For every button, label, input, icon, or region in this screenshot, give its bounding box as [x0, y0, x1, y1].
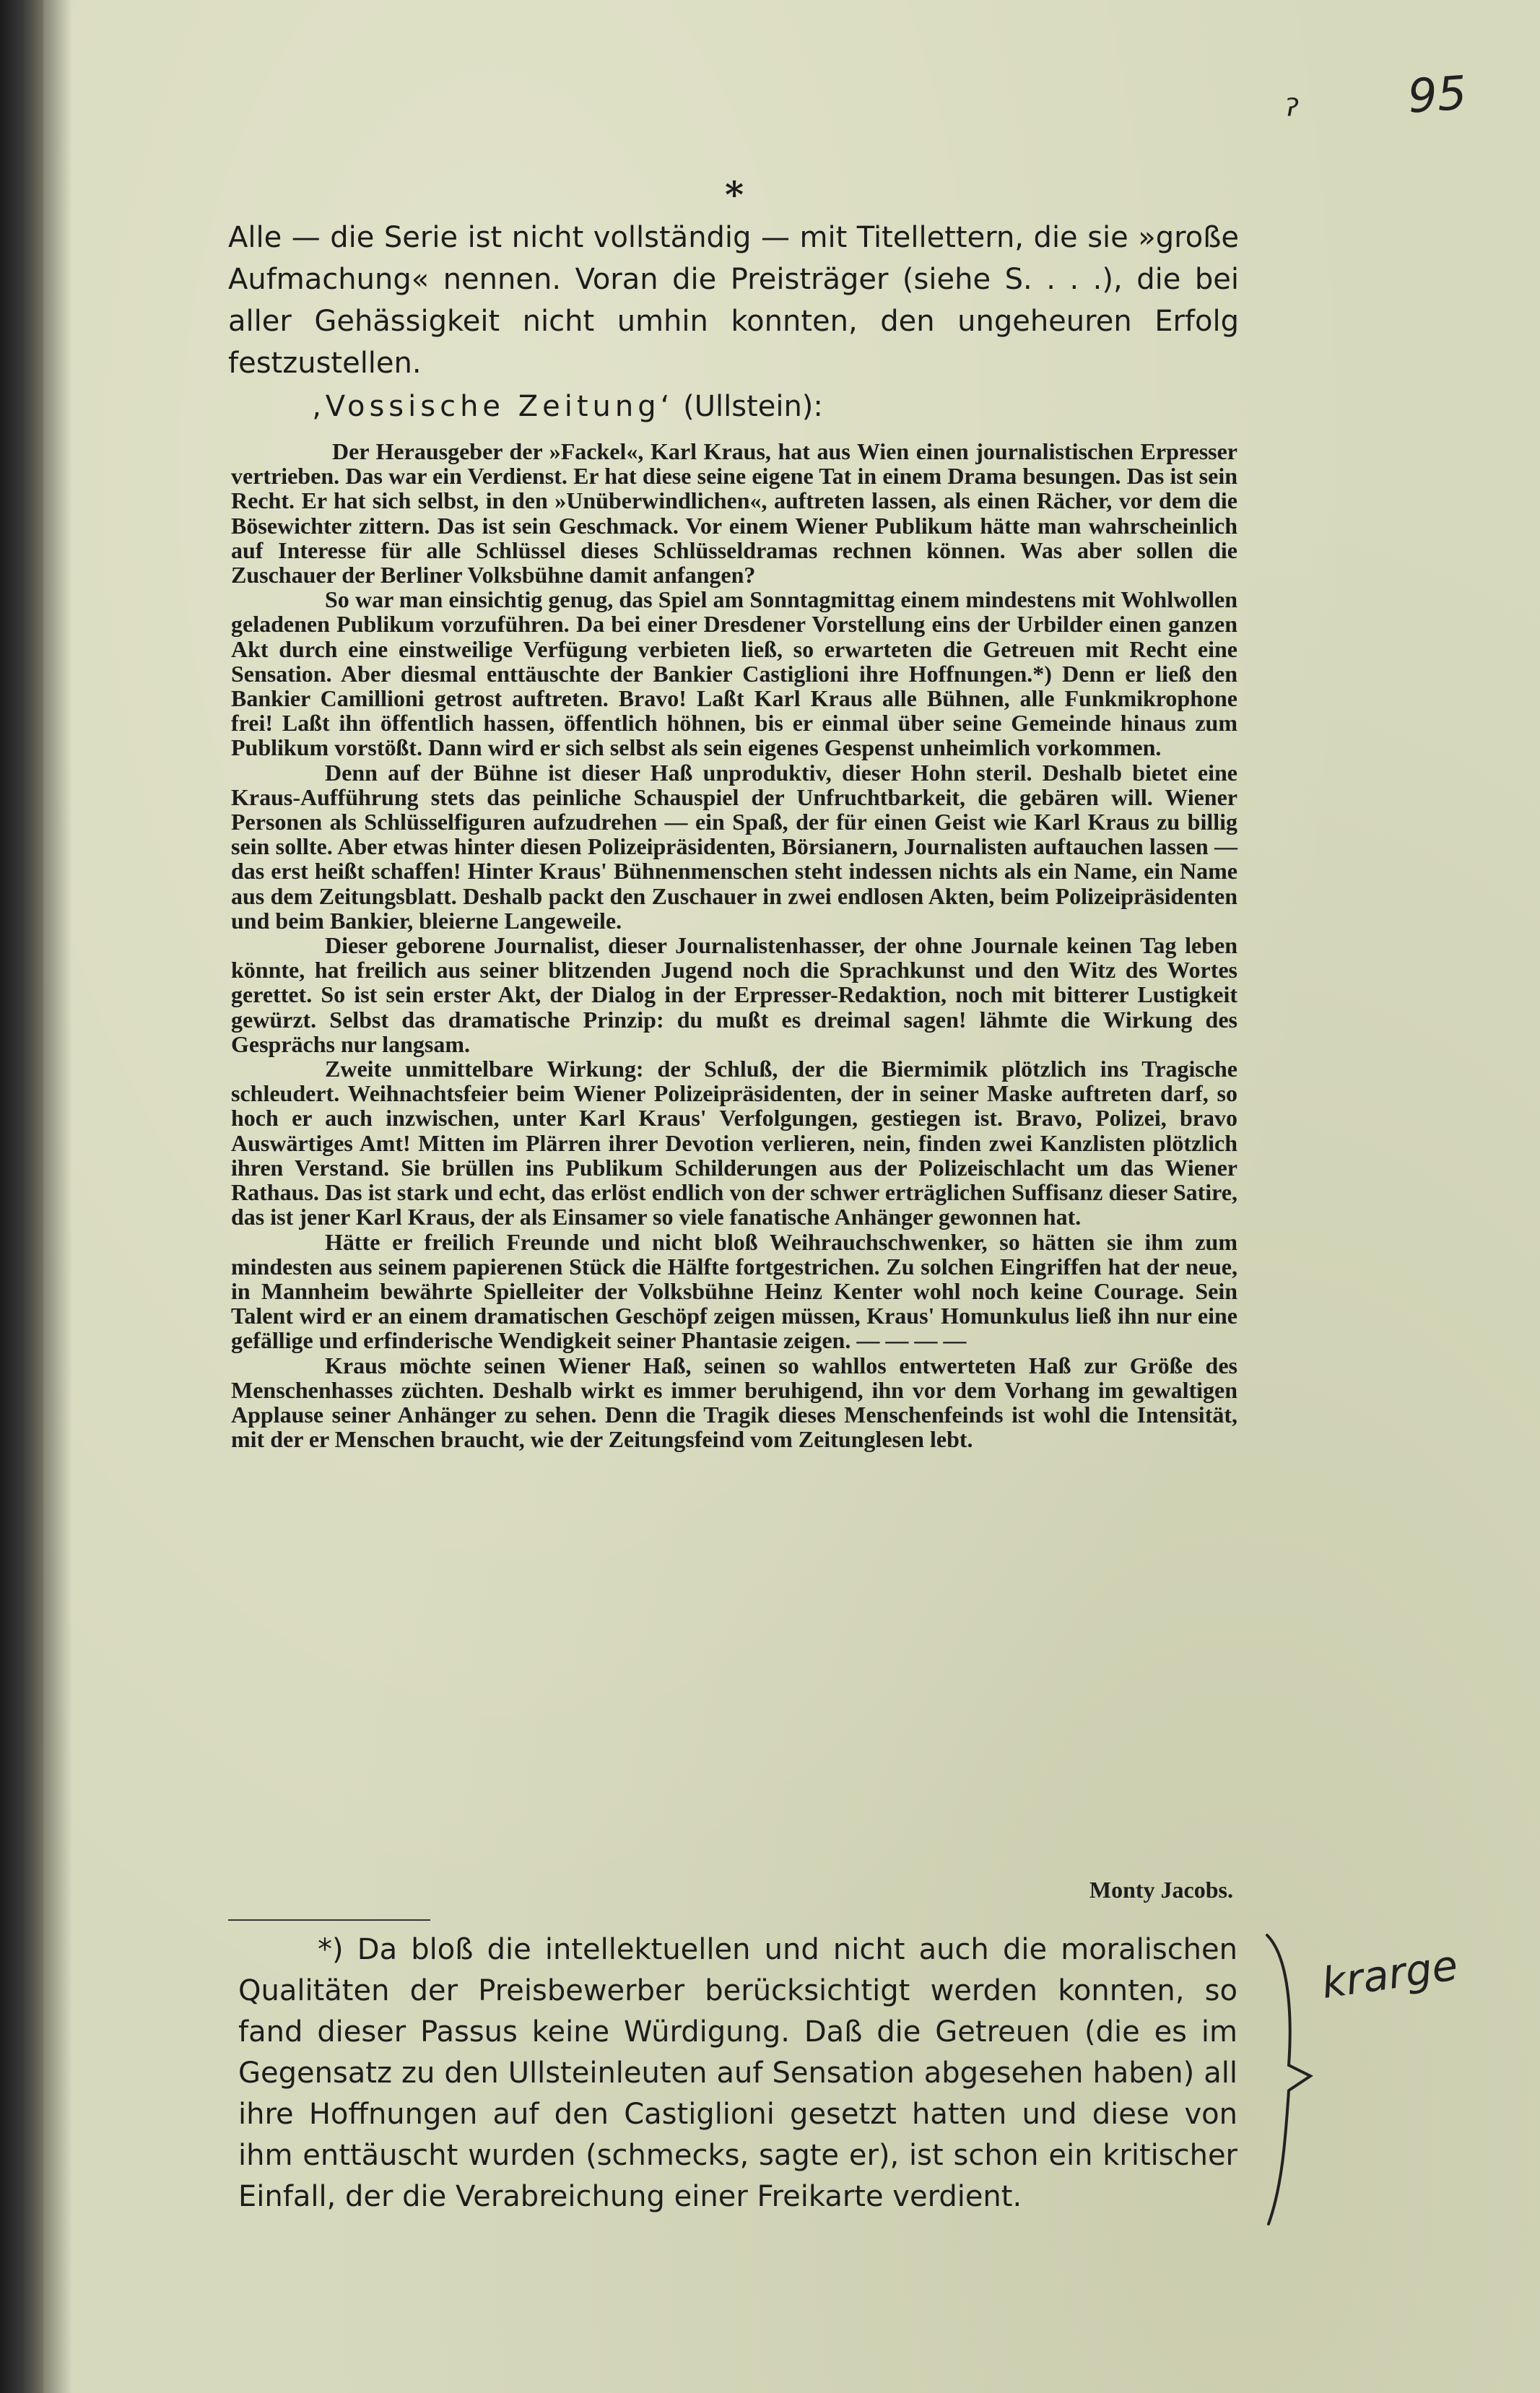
- quote-paragraph: Hätte er freilich Freunde und nicht bloß Weihrauchschwenker, so hätten sie ihm zum mindesten aus seinem papierenen Stück die Hälfte fortgestrichen. Zu solchen Eingriffen hat der neue, in Mannheim bewährte Spielleiter der Volksbühne Heinz Kenter wohl noch keine Courage. Sein Talent wird er an einem dramatischen Geschöpf zeigen müssen, Kraus' Homunkulus ließ ihn nur eine gefällige und erfinderische Wendigkeit seiner Phantasie zeigen. — — — —: [231, 1228, 1237, 1354]
- quote-paragraph: Denn auf der Bühne ist dieser Haß unproduktiv, dieser Hohn steril. Deshalb bietet eine Kraus-Aufführung stets das peinliche Schauspiel der Unfruchtbarkeit, die gebären will. Wiener Personen als Schlüsselfiguren aufzudrehen — ein Spaß, der für einen Geist wie Karl Kraus zu billig sein sollte. Aber etwas hinter diesen Polizeipräsidenten, Börsianern, Journalisten auftauchen lassen — das erst heißt schaffen! Hinter Kraus' Bühnenmenschen steht indessen nichts als ein Name, ein Name aus dem Zeitungsblatt. Deshalb packt den Zuschauer in zwei endlosen Akten, beim Polizeipräsidenten und beim Bankier, bleierne Langeweile.: [231, 759, 1237, 934]
- footnote: *) Da bloß die intellektuellen und nicht auch die moralischen Qualitäten der Preisbewerber berücksichtigt werden konnten, so fand dieser Passus keine Würdigung. Daß die Getreuen (die es im Gegensatz zu den Ullsteinleuten auf Sensation abgesehen haben) all ihre Hoffnungen auf den Castiglioni gesetzt hatten und diese von ihm enttäuscht wurden (schmecks, sagte er), ist schon ein kritischer Einfall, der die Verabreichung einer Freikarte verdient.: [238, 1933, 1237, 2213]
- source-heading: [312, 390, 823, 423]
- review-quote: [231, 439, 1237, 1451]
- quote-paragraph: Der Herausgeber der »Fackel«, Karl Kraus, hat aus Wien einen journalistischen Erpresser vertrieben. Das war ein Verdienst. Er hat diese seine eigene Tat in einem Drama besungen. Das ist sein Recht. Er hat sich selbst, in den »Unüberwindlichen«, auftreten lassen, als einen Rächer, vor dem die Bösewichter zittern. Das ist sein Geschmack. Vor einem Wiener Publikum hätte man wahrscheinlich auf Interesse für alle Schlüssel dieses Schlüsseldramas rechnen können. Was aber sollen die Zuschauer der Berliner Volksbühne damit anfangen?: [231, 438, 1237, 589]
- quote-paragraph: Dieser geborene Journalist, dieser Journalistenhasser, der ohne Journale keinen Tag leben könnte, hat freilich aus seiner blitzenden Jugend noch die Sprachkunst und den Witz des Wortes gerettet. So ist sein erster Akt, der Dialog in der Erpresser-Redaktion, noch mit bitterer Lustigkeit gewürzt. Selbst das dramatische Prinzip: du mußt es dreimal sagen! lähmte die Wirkung des Gesprächs nur langsam.: [231, 932, 1237, 1057]
- margin-brace: [1260, 1928, 1318, 2231]
- footnote-rule: [228, 1919, 430, 1921]
- source-publisher: (Ullstein):: [683, 390, 823, 423]
- quote-paragraph: Kraus möchte seinen Wiener Haß, seinen so wahllos entwerteten Haß zur Größe des Menschenhasses züchten. Deshalb wirkt es immer beruhigend, ihn vor dem Vorhang im gewaltigen Applause seiner Anhänger zu sehen. Denn die Tragik dieses Menschenfeinds ist wohl die Intensität, mit der er Menschen braucht, wie der Zeitungsfeind vom Zeitunglesen lebt.: [231, 1352, 1237, 1453]
- page-fold-shadow: [43, 0, 72, 2393]
- quote-paragraph: Zweite unmittelbare Wirkung: der Schluß, der die Biermimik plötzlich ins Tragische schleudert. Weihnachtsfeier beim Wiener Polizeipräsidenten, der in seiner Maske auftreten darf, so hoch er auch inzwischen, unter Karl Kraus' Verfolgungen, gestiegen ist. Bravo, Polizei, bravo Auswärtiges Amt! Mitten im Plärren ihrer Devotion verlieren, nein, finden zwei Kanzlisten plötzlich ihren Verstand. Sie brüllen ins Publikum Schilderungen aus der Polizeischlacht um das Wiener Rathaus. Das ist stark und echt, das erlöst endlich von der schwer erträglichen Suffisanz dieser Satire, das ist jener Karl Kraus, der als Einsamer so viele fanatische Anhänger gewonnen hat.: [231, 1056, 1237, 1230]
- intro-paragraph: Alle — die Serie ist nicht vollständig — mit Titellettern, die sie »große Aufmachung« nennen. Voran die Preisträger (siehe S. . . .), die bei aller Gehässigkeit nicht umhin konnten, den ungeheuren Erfolg festzustellen.: [228, 221, 1239, 380]
- corner-mark: ˀ: [1284, 90, 1300, 141]
- handwritten-margin-note: krarge: [1318, 1940, 1461, 2008]
- quote-paragraph: So war man einsichtig genug, das Spiel am Sonntagmittag einem mindestens mit Wohlwollen geladenen Publikum vorzuführen. Da bei einer Dresdener Vorstellung eins der Urbilder einen ganzen Akt durch eine einstweilige Verfügung verbieten ließ, so erwarteten die Getreuen mit Recht eine Sensation. Aber diesmal enttäuschte der Bankier Castiglioni ihre Hoffnungen.*) Denn er ließ den Bankier Camillioni getrost auftreten. Bravo! Laßt Karl Kraus alle Bühnen, alle Funkmikrophone frei! Laßt ihn öffentlich hassen, öffentlich höhnen, bis er einmal über seine Gemeinde hinaus zum Publikum vorstößt. Dann wird er sich selbst als sein eigenes Gespenst unheimlich vorkommen.: [231, 586, 1237, 761]
- section-separator: *: [725, 173, 744, 216]
- page-number: 95: [1406, 66, 1469, 124]
- author-signature: Monty Jacobs.: [1089, 1877, 1233, 1903]
- source-title: ‚Vossische Zeitung‘: [312, 390, 674, 423]
